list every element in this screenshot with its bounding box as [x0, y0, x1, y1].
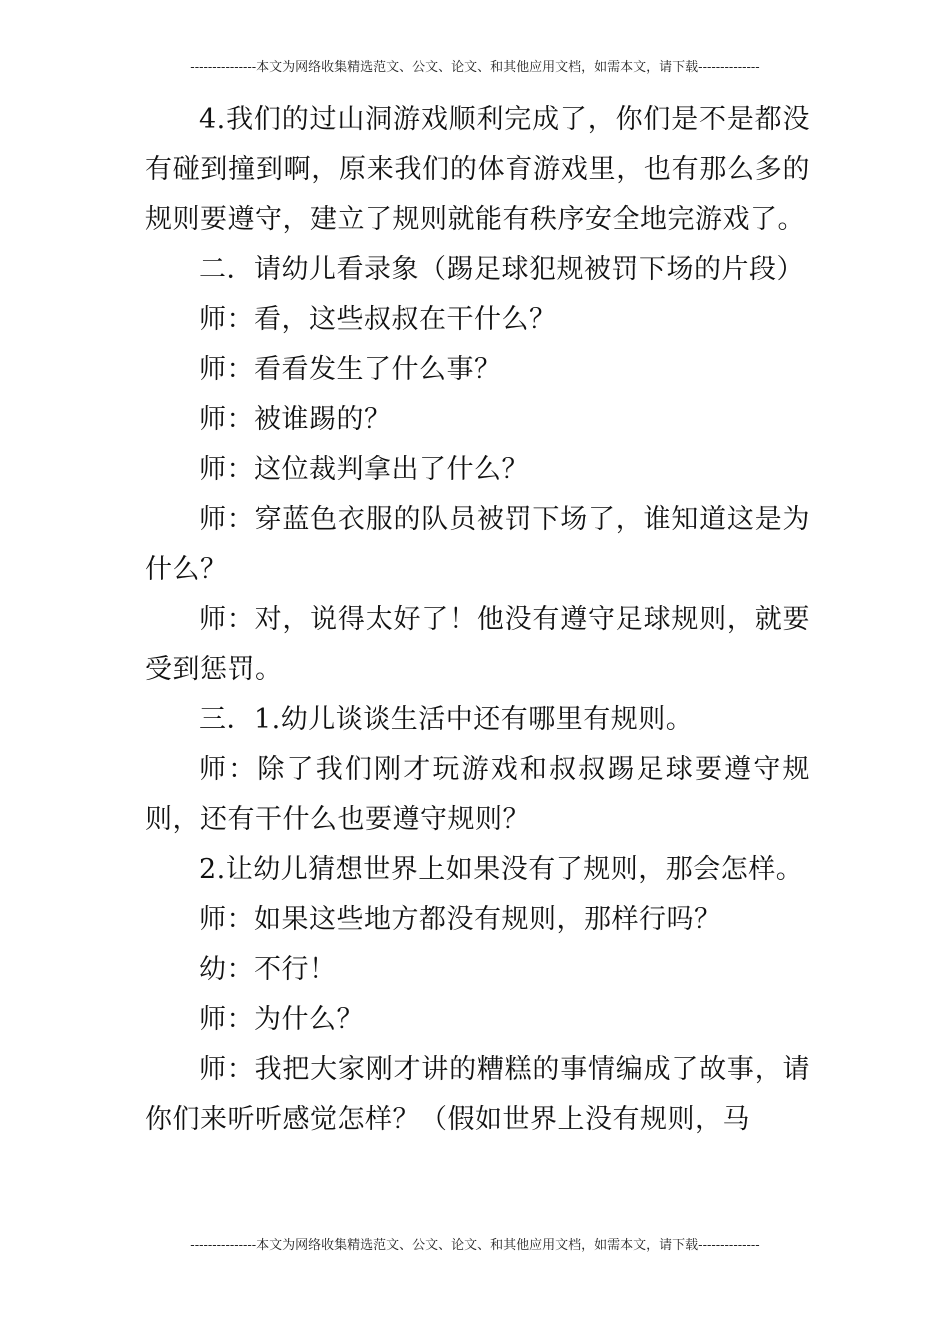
paragraph: 师：除了我们刚才玩游戏和叔叔踢足球要遵守规则，还有干什么也要遵守规则？ — [145, 754, 810, 835]
paragraph: 4.我们的过山洞游戏顺利完成了，你们是不是都没有碰到撞到啊，原来我们的体育游戏里，也有那么多的规则要遵守，建立了规则就能有秩序安全地完游戏了。 — [145, 104, 810, 235]
paragraph: 师：这位裁判拿出了什么？ — [199, 454, 529, 485]
paragraph: 师：看，这些叔叔在干什么？ — [199, 304, 557, 335]
paragraph: 师：被谁踢的？ — [199, 404, 392, 435]
paragraph: 师：为什么？ — [199, 1004, 364, 1035]
paragraph: 2.让幼儿猜想世界上如果没有了规则，那会怎样。 — [199, 854, 804, 885]
paragraph: 师：如果这些地方都没有规则，那样行吗？ — [199, 904, 722, 935]
paragraph: 幼：不行！ — [199, 954, 337, 985]
section-heading: 二．请幼儿看录象（踢足球犯规被罚下场的片段） — [199, 254, 804, 285]
section-heading: 三．1.幼儿谈谈生活中还有哪里有规则。 — [199, 704, 694, 735]
document-body — [145, 95, 810, 1145]
header-banner: ---------------本文为网络收集精选范文、公文、论文、和其他应用文档，如需本文，请下载-------------- — [190, 60, 760, 75]
footer-banner: ---------------本文为网络收集精选范文、公文、论文、和其他应用文档，如需本文，请下载-------------- — [190, 1238, 760, 1253]
paragraph: 师：看看发生了什么事？ — [199, 354, 502, 385]
paragraph: 师：对，说得太好了！他没有遵守足球规则，就要受到惩罚。 — [145, 604, 810, 685]
paragraph: 师：我把大家刚才讲的糟糕的事情编成了故事，请你们来听听感觉怎样？（假如世界上没有规则，马 — [145, 1054, 810, 1135]
paragraph: 师：穿蓝色衣服的队员被罚下场了，谁知道这是为什么？ — [145, 504, 810, 585]
